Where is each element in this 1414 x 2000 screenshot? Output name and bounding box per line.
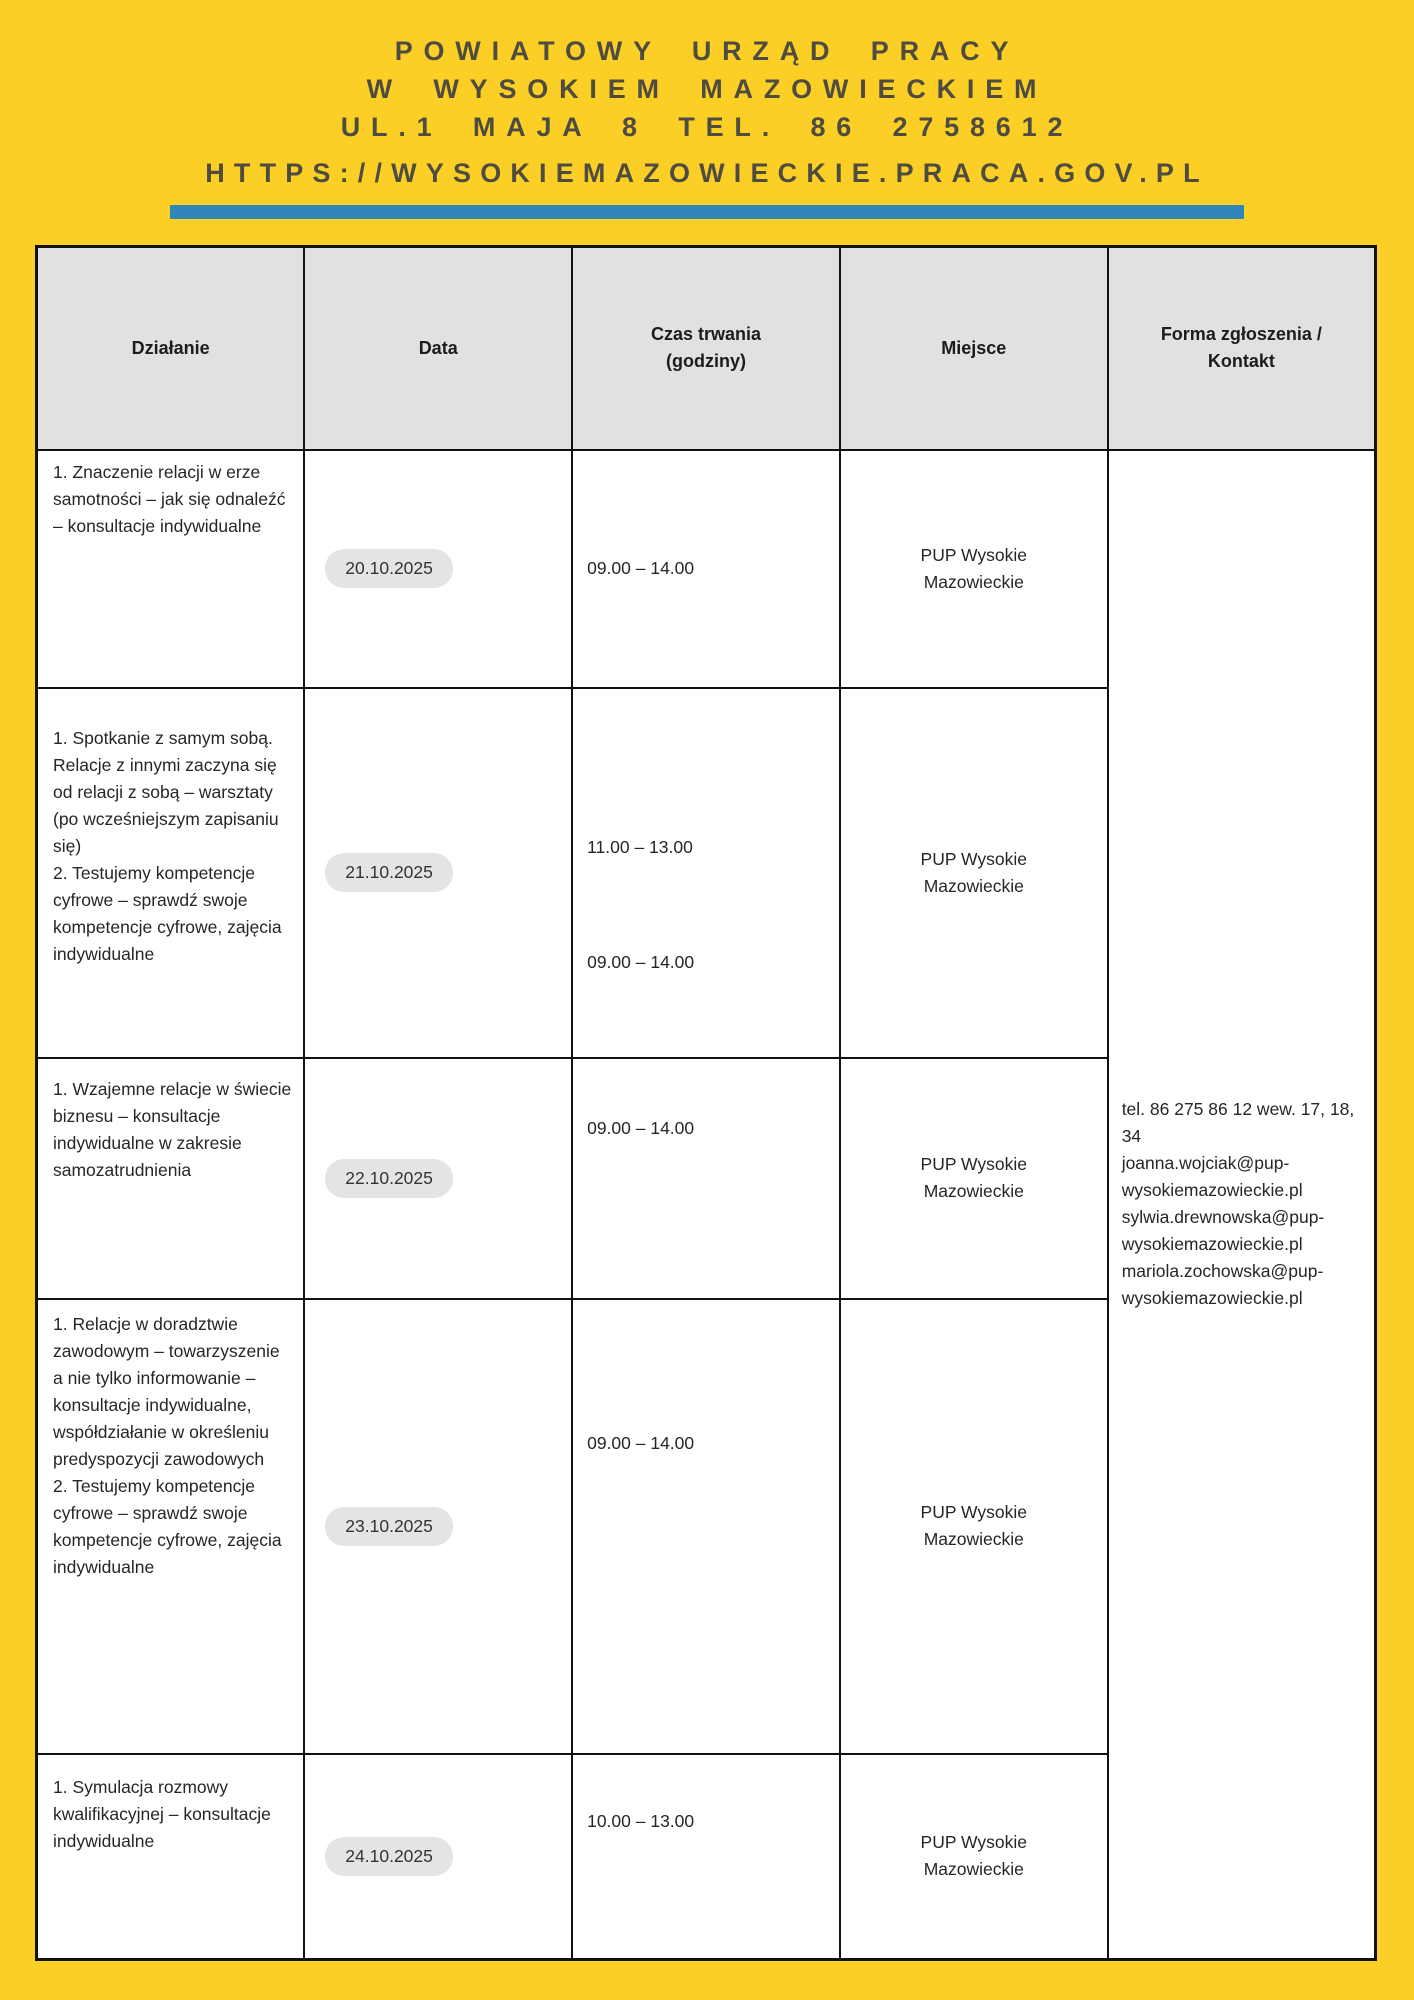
activity-cell (37, 450, 305, 688)
activity-item: 1. Spotkanie z samym sobą. Relacje z innymi zaczyna się od relacji z sobą – warsztaty (po wcześniejszym zapisaniu się) (53, 727, 279, 856)
time-range: 11.00 – 13.00 (587, 836, 693, 857)
contact-email-3: mariola.zochowska@pup-wysokiemazowieckie.pl (1121, 1261, 1324, 1309)
org-name-line-2: W WYSOKIEM MAZOWIECKIEM (366, 74, 1048, 104)
activity-cell (37, 1058, 305, 1299)
date-pill: 21.10.2025 (325, 853, 453, 892)
contact-email-1: joanna.wojciak@pup-wysokiemazowieckie.pl (1121, 1153, 1303, 1201)
website-line: HTTPS://WYSOKIEMAZOWIECKIE.PRACA.GOV.PL (205, 158, 1209, 188)
activity-item: 1. Symulacja rozmowy kwalifikacyjnej – konsultacje indywidualne (53, 1776, 271, 1851)
date-pill: 20.10.2025 (325, 549, 453, 588)
activity-item: 2. Testujemy kompetencje cyfrowe – sprawdź swoje kompetencje cyfrowe, zajęcia indywidualne (53, 862, 282, 964)
col-header-miejsce (840, 247, 1108, 450)
table-row (37, 450, 1376, 688)
time-range: 09.00 – 14.00 (587, 1117, 695, 1138)
activity-cell (37, 1299, 305, 1754)
activity-item: 1. Znaczenie relacji w erze samotności – jak się odnaleźć – konsultacje indywidualne (53, 461, 286, 536)
col-header-data (304, 247, 572, 450)
activity-cell (37, 688, 305, 1058)
col-header-label: Miejsce (941, 337, 1007, 358)
place-text: PUP Wysokie Mazowieckie (920, 1832, 1028, 1880)
date-pill: 22.10.2025 (325, 1159, 453, 1198)
place-cell (840, 688, 1108, 1058)
col-header-label: Działanie (131, 337, 210, 358)
date-cell (304, 688, 572, 1058)
place-cell (840, 1058, 1108, 1299)
activity-item: 1. Wzajemne relacje w świecie biznesu – konsultacje indywidualne w zakresie samozatrudnienia (53, 1078, 292, 1180)
time-range: 09.00 – 14.00 (587, 1432, 695, 1453)
col-header-label: Data (418, 337, 458, 358)
contact-phone: tel. 86 275 86 12 wew. 17, 18, 34 (1121, 1099, 1355, 1147)
time-cell (572, 1754, 840, 1960)
place-text: PUP Wysokie Mazowieckie (920, 848, 1028, 896)
time-range: 09.00 – 14.00 (587, 557, 695, 578)
time-cell (572, 1299, 840, 1754)
place-cell (840, 1754, 1108, 1960)
time-cell (572, 688, 840, 1058)
org-name-line-1: POWIATOWY URZĄD PRACY (394, 36, 1020, 66)
col-header-forma-zgloszenia (1108, 247, 1376, 450)
accent-bar (170, 205, 1244, 219)
time-cell (572, 1058, 840, 1299)
activity-cell (37, 1754, 305, 1960)
col-header-label: Czas trwania (godziny) (650, 324, 761, 372)
date-cell (304, 1754, 572, 1960)
time-cell (572, 450, 840, 688)
header-row (37, 247, 1376, 450)
date-cell (304, 1058, 572, 1299)
date-pill: 23.10.2025 (325, 1507, 453, 1546)
activity-item: 1. Relacje w doradztwie zawodowym – towarzyszenie a nie tylko informowanie – konsultacje indywidualne, współdziałanie w określeniu predyspozycji zawodowych (53, 1313, 280, 1469)
place-cell (840, 1299, 1108, 1754)
time-range: 10.00 – 13.00 (587, 1810, 695, 1831)
date-cell (304, 1299, 572, 1754)
col-header-czas-trwania (572, 247, 840, 450)
address-phone-line: UL.1 MAJA 8 TEL. 86 2758612 (340, 112, 1074, 142)
date-cell (304, 450, 572, 688)
place-text: PUP Wysokie Mazowieckie (920, 1502, 1028, 1549)
place-text: PUP Wysokie Mazowieckie (920, 1154, 1028, 1201)
contact-cell (1108, 450, 1376, 1960)
contact-email-2: sylwia.drewnowska@pup-wysokiemazowieckie.pl (1121, 1207, 1325, 1255)
activity-item: 2. Testujemy kompetencje cyfrowe – sprawdź swoje kompetencje cyfrowe, zajęcia indywidualne (53, 1475, 282, 1577)
time-range: 09.00 – 14.00 (587, 951, 695, 972)
masthead (0, 0, 1414, 192)
place-text: PUP Wysokie Mazowieckie (920, 544, 1028, 592)
date-pill: 24.10.2025 (325, 1837, 453, 1876)
col-header-dzialanie (37, 247, 305, 450)
col-header-label: Forma zgłoszenia / Kontakt (1160, 324, 1322, 372)
schedule-table (35, 245, 1377, 1961)
place-cell (840, 450, 1108, 688)
